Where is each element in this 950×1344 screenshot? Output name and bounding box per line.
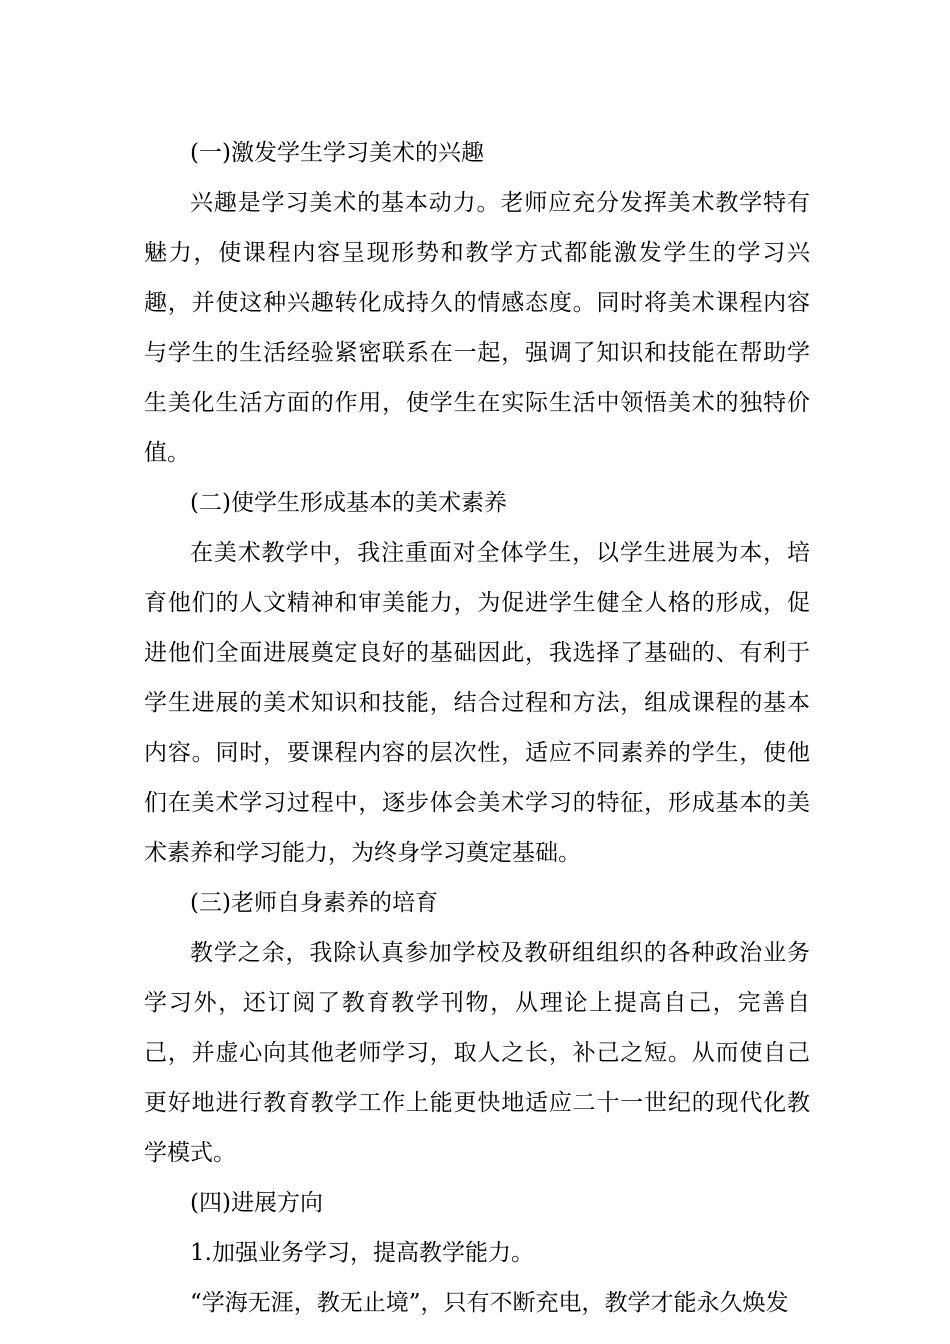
paragraph-4: “学海无涯，教无止境”，只有不断充电，教学才能永久焕发	[190, 1290, 789, 1316]
section-heading-2: (二)使学生形成基本的美术素养	[190, 490, 507, 516]
document-page	[144, 128, 810, 1328]
paragraph-1: 兴趣是学习美术的基本动力。老师应充分发挥美术教学特有魅力，使课程内容呈现形势和教学方式都能激发学生的学习兴趣，并使这种兴趣转化成持久的情感态度。同时将美术课程内容与学生的生活经验紧密联系在一起，强调了知识和技能在帮助学生美化生活方面的作用，使学生在实际生活中领悟美术的独特价值。	[144, 190, 810, 466]
subsection-heading-1: 1.加强业务学习，提高教学能力。	[190, 1240, 534, 1266]
paragraph-2: 在美术教学中，我注重面对全体学生，以学生进展为本，培育他们的人文精神和审美能力，为促进学生健全人格的形成，促进他们全面进展奠定良好的基础因此，我选择了基础的、有利于学生进展的美术知识和技能，结合过程和方法，组成课程的基本内容。同时，要课程内容的层次性，适应不同素养的学生，使他们在美术学习过程中，逐步体会美术学习的特征，形成基本的美术素养和学习能力，为终身学习奠定基础。	[144, 540, 810, 866]
section-heading-3: (三)老师自身素养的培育	[190, 890, 438, 916]
section-heading-4: (四)进展方向	[190, 1190, 323, 1216]
paragraph-3: 教学之余，我除认真参加学校及教研组组织的各种政治业务学习外，还订阅了教育教学刊物，从理论上提高自己，完善自己，并虚心向其他老师学习，取人之长，补己之短。从而使自己更好地进行教育教学工作上能更快地适应二十一世纪的现代化教学模式。	[144, 940, 810, 1166]
section-heading-1: (一)激发学生学习美术的兴趣	[190, 140, 484, 166]
